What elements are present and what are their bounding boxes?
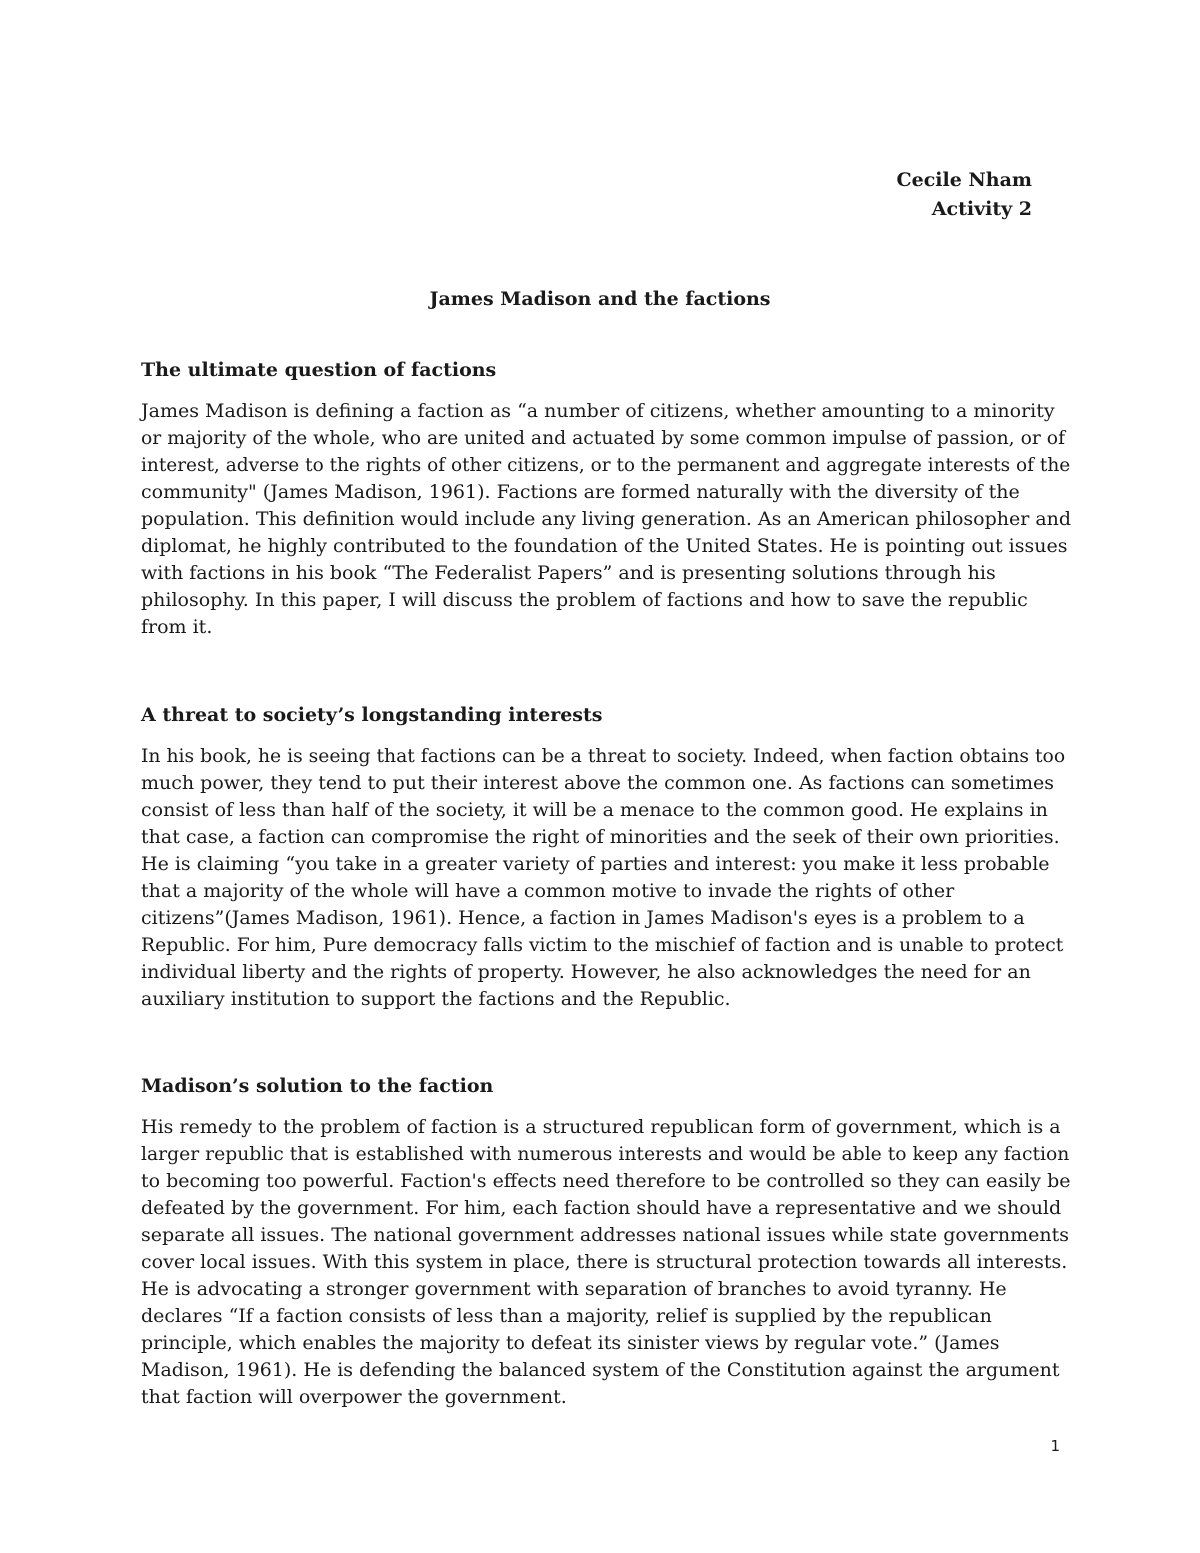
paragraph-line: declares “If a faction consists of less than a majority, relief is supplied by the republican	[141, 1305, 992, 1327]
paragraph-line: with factions in his book “The Federalist Papers” and is presenting solutions through his	[141, 562, 996, 584]
paragraph-line: population. This definition would include any living generation. As an American philosopher and	[141, 508, 1072, 530]
paragraph-line: much power, they tend to put their interest above the common one. As factions can sometimes	[141, 772, 1055, 794]
paragraph-line: citizens”(James Madison, 1961). Hence, a faction in James Madison's eyes is a problem to a	[141, 907, 1025, 929]
paragraph-line: principle, which enables the majority to defeat its sinister views by regular vote.” (James	[141, 1332, 1000, 1354]
paragraph-line: His remedy to the problem of faction is a structured republican form of government, which is a	[141, 1116, 1061, 1138]
paragraph-line: diplomat, he highly contributed to the foundation of the United States. He is pointing out issues	[141, 535, 1068, 557]
paragraph-line: that case, a faction can compromise the right of minorities and the seek of their own priorities.	[141, 826, 1060, 848]
paragraph-line: Madison, 1961). He is defending the balanced system of the Constitution against the argument	[141, 1359, 1060, 1381]
paragraph-line: philosophy. In this paper, I will discuss the problem of factions and how to save the republic	[141, 589, 1028, 611]
paragraph-line: cover local issues. With this system in place, there is structural protection towards all interests.	[141, 1251, 1068, 1273]
document-title: James Madison and the factions	[429, 288, 771, 310]
paragraph-line: He is advocating a stronger government with separation of branches to avoid tyranny. He	[141, 1278, 1007, 1300]
section-paragraph	[141, 398, 1071, 641]
section-paragraph	[141, 743, 1071, 1013]
paragraph-line: that a majority of the whole will have a common motive to invade the rights of other	[141, 880, 955, 902]
paragraph-line: defeated by the government. For him, each faction should have a representative and we should	[141, 1197, 1062, 1219]
paragraph-line: from it.	[141, 616, 213, 638]
paragraph-line: separate all issues. The national government addresses national issues while state governments	[141, 1224, 1069, 1246]
section-heading: A threat to society’s longstanding interests	[141, 704, 603, 726]
paragraph-line: In his book, he is seeing that factions can be a threat to society. Indeed, when faction obtains too	[141, 746, 1066, 767]
paragraph-line: He is claiming “you take in a greater variety of parties and interest: you make it less probable	[141, 853, 1050, 875]
paragraph-line: individual liberty and the rights of property. However, he also acknowledges the need for an	[141, 961, 1031, 983]
section-paragraph	[141, 1114, 1071, 1411]
header-block	[896, 166, 1032, 224]
page-number: 1	[1050, 1437, 1060, 1455]
section-heading: Madison’s solution to the faction	[141, 1075, 494, 1097]
paragraph-line: James Madison is defining a faction as “a number of citizens, whether amounting to a minority	[141, 400, 1055, 422]
paragraph-line: interest, adverse to the rights of other citizens, or to the permanent and aggregate interests of the	[141, 455, 1071, 476]
paragraph-line: auxiliary institution to support the factions and the Republic.	[141, 988, 731, 1010]
paragraph-line: or majority of the whole, who are united and actuated by some common impulse of passion, or of	[141, 428, 1066, 449]
paragraph-line: consist of less than half of the society, it will be a menace to the common good. He explains in	[141, 799, 1048, 821]
paragraph-line: to becoming too powerful. Faction's effects need therefore to be controlled so they can easily be	[141, 1170, 1071, 1192]
paragraph-line: community" (James Madison, 1961). Factions are formed naturally with the diversity of the	[141, 481, 1020, 503]
author-name: Cecile Nham	[896, 169, 1032, 191]
paragraph-line: Republic. For him, Pure democracy falls victim to the mischief of faction and is unable to protect	[141, 935, 1064, 956]
paragraph-line: larger republic that is established with numerous interests and would be able to keep any faction	[141, 1144, 1070, 1165]
section-heading: The ultimate question of factions	[141, 359, 497, 381]
paragraph-line: that faction will overpower the government.	[141, 1386, 567, 1408]
assignment-label: Activity 2	[931, 198, 1032, 220]
